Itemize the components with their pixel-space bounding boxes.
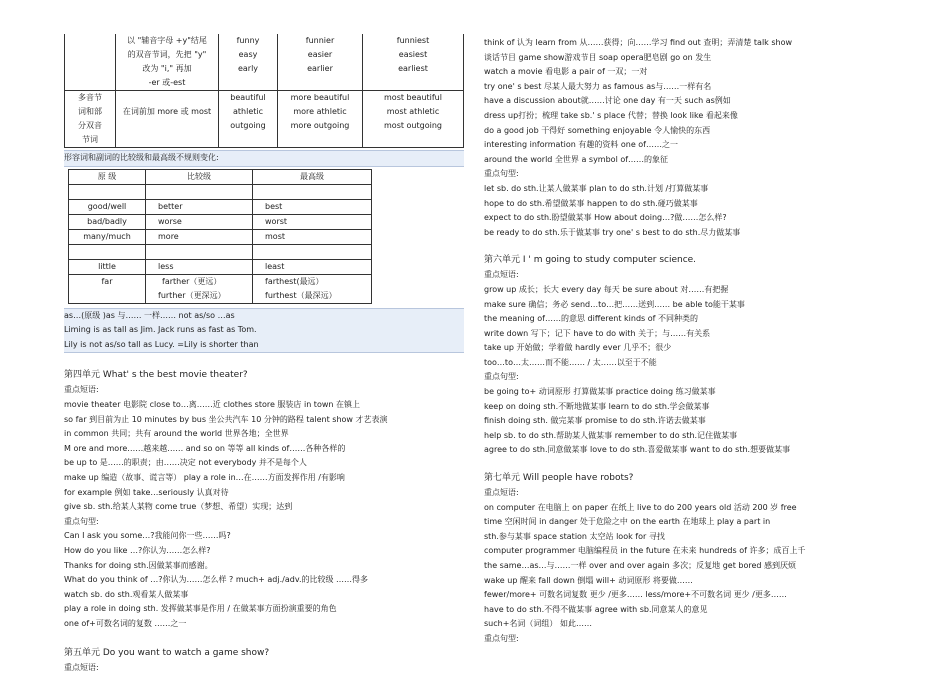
table-row: many/much more most: [69, 229, 372, 244]
table-row: good/well better best: [69, 199, 372, 214]
comparative-rules-table: [64, 34, 464, 148]
table-row: [65, 91, 464, 148]
comparative-cell: more beautiful more athletic more outgoing: [278, 91, 363, 148]
unit4-phrases: movie theater 电影院 close to…离……近 clothes store 服装店 in town 在镇上 so far 到目前为止 10 minutes by bus 坐公共汽车 10 分钟的路程 talent show 才艺表演 in common 共同；共有 around the world 世界各地；全世界 M ore and more……越来越…… and so on 等等 all kinds of……各种各样的 be up to 是……的职责；由……决定 not everybody 并不是每个人 make up 编造（故事、谎言等） play a role in…在……方面发挥作用 /有影响 for example 例如 take…seriously 认真对待 give sb. sth.给某人某物 come true（梦想、希望）实现；达到: [64, 399, 388, 512]
column-header: 最高级: [253, 169, 372, 184]
positive-cell: beautiful athletic outgoing: [219, 91, 278, 148]
rule-cell: 在词前加 more 或 most: [116, 91, 219, 148]
unit6-title: 第六单元 I ' m going to study computer science.: [484, 255, 697, 266]
unit4-sentences-label: 重点句型:: [64, 516, 99, 526]
table-cell-empty: [65, 34, 116, 91]
positive-cell: funny easy early: [219, 34, 278, 91]
unit6-phrases-label: 重点短语:: [484, 270, 519, 280]
unit5-phrases-label: 重点短语:: [64, 663, 99, 673]
unit7-sentences-label: 重点句型:: [484, 633, 519, 643]
unit5-phrases: think of 认为 learn from 从……获得；向……学习 find out 查明；弄清楚 talk show 谈话节目 game show游戏节目 soap opera肥皂剧 go on 发生 watch a movie 看电影 a pair of 一双；一对 try one' s best 尽某人最大努力 as famous as与……一样有名 have a discussion about就……讨论 one day 有一天 such as例如 dress up打扮；梳理 take sb.' s place 代替；替换 look like 看起来像 do a good job 干得好 something enjoyable 令人愉快的东西 interesting information 有趣的资料 one of……之一 around the world 全世界 a symbol of……的象征: [484, 38, 793, 164]
unit4-sentences: Can I ask you some…?我能问你一些……吗? How do you like …?你认为……怎么样? Thanks for doing sth.因做某事而感谢。 What do you think of …?你认为……怎么样 ? much+ adj./adv.的比较级 ……得多 watch sb. do sth.观看某人做某事 play a role in doing sth. 发挥做某事是作用 / 在做某事方面扮演重要的角色 one of+可数名词的复数 ……之一: [64, 531, 369, 628]
unit7-phrases: on computer 在电脑上 on paper 在纸上 live to do 200 years old 活动 200 岁 free time 空闲时间 in danger 处于危险之中 on the earth 在地球上 play a part in sth.参与某事 space station 太空站 look for 寻找 computer programmer 电脑编程员 in the future 在未来 hundreds of 许多；成百上千 the same…as…与……一样 over and over again 多次；反复地 get bored 感到厌烦 wake up 醒来 fall down 倒塌 will+ 动词原形 将要做…… fewer/more+ 可数名词复数 更少 /更多…… less/more+不可数名词 更少 /更多…… have to do sth.不得不做某事 agree with sb.同意某人的意见 such+名词（词组） 如此……: [484, 502, 806, 629]
column-header: 原 级: [69, 169, 146, 184]
label-cell: 多音节 词和部 分双音 节词: [65, 91, 116, 148]
rule-cell: 以 "辅音字母 +y"结尾 的双音节词，先把 "y" 改为 "i," 再加 -er 或-est: [116, 34, 219, 91]
unit5-sentences: let sb. do sth.让某人做某事 plan to do sth.计划 /打算做某事 hope to do sth.希望做某事 happen to do sth.碰巧做某事 expect to do sth.盼望做某事 How about doing…?做……怎么样? be ready to do sth.乐于做某事 try one' s best to do sth.尽力做某事: [484, 183, 741, 237]
as-examples: as…(原级 )as 与…… 一样…… not as/so …as Liming is as tall as Jim. Jack runs as fast as Tom. Lily is not as/so tall as Lucy. =Lily is shorter than: [64, 308, 464, 354]
unit4-phrases-label: 重点短语:: [64, 385, 99, 395]
left-column: [64, 0, 464, 676]
irregular-table: [68, 169, 372, 304]
comparative-cell: funnier easier earlier: [278, 34, 363, 91]
superlative-cell: most beautiful most athletic most outgoing: [363, 91, 464, 148]
irregular-title: 形容词和副词的比较级和最高级不规则变化:: [64, 150, 464, 167]
table-row: far farther（更远） further（更深远） farthest(最远） furthest（最深远）: [69, 274, 372, 303]
table-row-spacer: [69, 184, 372, 199]
right-column: [484, 36, 904, 647]
unit5-title: 第五单元 Do you want to watch a game show?: [64, 648, 270, 659]
table-row: [65, 34, 464, 91]
unit7-phrases-label: 重点短语:: [484, 488, 519, 498]
superlative-cell: funniest easiest earliest: [363, 34, 464, 91]
table-header-row: [69, 169, 372, 184]
unit6-sentences: be going to+ 动词原形 打算做某事 practice doing 练习做某事 keep on doing sth.不断地做某事 learn to do sth.学会做某事 finish doing sth. 做完某事 promise to do sth.许诺去做某事 help sb. to do sth.帮助某人做某事 remember to do sth.记住做某事 agree to do sth.同意做某事 love to do sth.喜爱做某事 want to do sth.想要做某事: [484, 387, 791, 455]
unit7-title: 第七单元 Will people have robots?: [484, 473, 634, 484]
table-row-spacer: [69, 244, 372, 259]
unit6-phrases: grow up 成长；长大 every day 每天 be sure about 对……有把握 make sure 确信；务必 send…to…把……送到…… be able to能干某事 the meaning of……的意思 different kinds of 不同种类的 write down 写下；记下 have to do with 关于；与……有关系 take up 开始做；学着做 hardly ever 几乎不；很少 too…to…太……而不能…… / 太……以至于不能: [484, 284, 745, 367]
table-row: bad/badly worse worst: [69, 214, 372, 229]
column-header: 比较级: [146, 169, 253, 184]
table-row: little less least: [69, 259, 372, 274]
unit4-title: 第四单元 What' s the best movie theater?: [64, 370, 248, 381]
unit6-sentences-label: 重点句型:: [484, 372, 519, 382]
unit5-sentences-label: 重点句型:: [484, 169, 519, 179]
